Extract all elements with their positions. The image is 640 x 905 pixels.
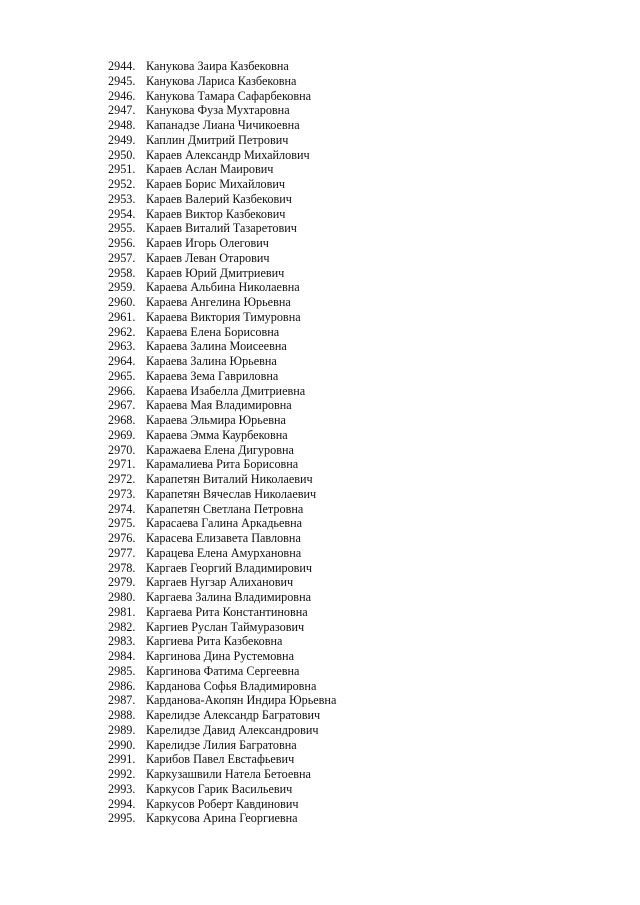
entry-name: Караева Эльмира Юрьевна: [146, 413, 286, 427]
entry-number: 2972.: [108, 472, 136, 486]
entry-name: Караев Игорь Олегович: [146, 236, 269, 250]
entry-number: 2987.: [108, 693, 136, 708]
list-item: [108, 236, 336, 251]
list-item: [108, 664, 336, 679]
entry-name: Канукова Тамара Сафарбековна: [146, 88, 312, 103]
entry-name: Карамалиева Рита Борисовна: [146, 457, 299, 472]
entry-number: 2948.: [108, 118, 136, 132]
entry-name: Караева Ангелина Юрьевна: [146, 295, 291, 309]
list-item: [108, 605, 336, 620]
entry-number: 2952.: [108, 177, 136, 191]
list-item: [108, 266, 336, 281]
entry-name: Каркусов Гарик Васильевич: [146, 781, 293, 796]
entry-number: 2989.: [108, 722, 136, 737]
entry-name: Карапетян Вячеслав Николаевич: [146, 486, 317, 501]
entry-name: Караев Леван Отарович: [146, 250, 270, 265]
entry-number: 2984.: [108, 649, 136, 663]
list-item: [108, 797, 336, 812]
list-item: [108, 561, 336, 576]
entry-number: 2956.: [108, 236, 136, 250]
entry-number: 2990.: [108, 737, 136, 752]
list-item: [108, 782, 336, 797]
list-item: [108, 546, 336, 561]
entry-number: 2976.: [108, 531, 136, 545]
entry-number: 2962.: [108, 324, 136, 339]
list-item: [108, 384, 336, 399]
entry-name: Карданова Софья Владимировна: [146, 678, 317, 693]
list-item: [108, 679, 336, 694]
list-item: [108, 649, 336, 664]
entry-number: 2946.: [108, 88, 136, 103]
entry-number: 2970.: [108, 442, 136, 457]
entry-name: Каргиев Руслан Таймуразович: [146, 619, 305, 634]
entry-name: Караева Залина Моисеевна: [146, 339, 287, 354]
entry-number: 2983.: [108, 634, 136, 649]
entry-number: 2949.: [108, 132, 136, 147]
list-item: [108, 472, 336, 487]
entry-name: Карибов Павел Евстафьевич: [146, 752, 295, 767]
entry-number: 2991.: [108, 752, 136, 767]
entry-name: Капанадзе Лиана Чичикоевна: [146, 118, 300, 132]
entry-name: Караева Мая Владимировна: [146, 398, 292, 413]
list-item: [108, 811, 336, 826]
entry-number: 2994.: [108, 796, 136, 811]
entry-number: 2975.: [108, 516, 136, 531]
entry-number: 2986.: [108, 678, 136, 693]
entry-number: 2968.: [108, 413, 136, 427]
list-item: [108, 590, 336, 605]
entry-number: 2992.: [108, 767, 136, 781]
list-item: [108, 516, 336, 531]
list-item: [108, 428, 336, 443]
list-item: [108, 738, 336, 753]
entry-number: 2985.: [108, 663, 136, 678]
list-item: [108, 413, 336, 428]
entry-name: Каргаев Георгий Владимирович: [146, 560, 313, 575]
entry-number: 2993.: [108, 781, 136, 796]
entry-number: 2978.: [108, 560, 136, 575]
list-item: [108, 708, 336, 723]
list-item: [108, 89, 336, 104]
entry-number: 2960.: [108, 295, 136, 309]
list-item: [108, 251, 336, 266]
entry-number: 2950.: [108, 147, 136, 162]
entry-name: Караев Валерий Казбекович: [146, 191, 292, 206]
entry-name: Карапетян Светлана Петровна: [146, 501, 304, 516]
entry-number: 2954.: [108, 206, 136, 221]
list-item: [108, 339, 336, 354]
entry-name: Караев Виталий Тазаретович: [146, 221, 297, 236]
entry-number: 2988.: [108, 708, 136, 722]
list-item: [108, 634, 336, 649]
entry-name: Карасева Елизавета Павловна: [146, 531, 301, 545]
entry-name: Караева Альбина Николаевна: [146, 280, 300, 295]
entry-name: Караев Аслан Маирович: [146, 162, 274, 177]
list-item: [108, 310, 336, 325]
list-item: [108, 59, 336, 74]
entry-name: Каргинова Фатима Сергеевна: [146, 663, 300, 678]
list-item: [108, 103, 336, 118]
entry-number: 2955.: [108, 221, 136, 236]
entry-name: Каргиева Рита Казбековна: [146, 634, 283, 649]
entry-number: 2947.: [108, 103, 136, 118]
list-item: [108, 192, 336, 207]
list-item: [108, 177, 336, 192]
entry-number: 2967.: [108, 398, 136, 413]
list-item: [108, 221, 336, 236]
entry-number: 2981.: [108, 604, 136, 619]
entry-name: Каркузашвили Натела Бетоевна: [146, 767, 311, 781]
entry-name: Карелидзе Александр Багратович: [146, 708, 321, 722]
entry-name: Каргаева Рита Константиновна: [146, 604, 308, 619]
list-item: [108, 398, 336, 413]
entry-number: 2965.: [108, 368, 136, 383]
entry-name: Каркусова Арина Георгиевна: [146, 811, 298, 826]
entry-name: Канукова Заира Казбековна: [146, 59, 289, 73]
list-item: [108, 487, 336, 502]
entry-number: 2977.: [108, 545, 136, 560]
list-item: [108, 767, 336, 782]
entry-number: 2982.: [108, 619, 136, 634]
entry-name: Караева Зема Гавриловна: [146, 368, 279, 383]
entry-name: Карасаева Галина Аркадьевна: [146, 516, 303, 531]
entry-number: 2961.: [108, 309, 136, 324]
entry-number: 2980.: [108, 590, 136, 604]
list-item: [108, 693, 336, 708]
list-item: [108, 369, 336, 384]
name-list: [108, 59, 336, 826]
entry-name: Караева Залина Юрьевна: [146, 354, 277, 368]
list-item: [108, 443, 336, 458]
entry-number: 2944.: [108, 59, 136, 73]
entry-name: Карданова-Акопян Индира Юрьевна: [146, 693, 337, 708]
entry-name: Караев Борис Михайлович: [146, 177, 286, 191]
entry-name: Каркусов Роберт Кавдинович: [146, 796, 299, 811]
entry-name: Караева Изабелла Дмитриевна: [146, 383, 306, 398]
entry-number: 2959.: [108, 280, 136, 295]
list-item: [108, 118, 336, 133]
entry-name: Караева Виктория Тимуровна: [146, 309, 301, 324]
list-item: [108, 723, 336, 738]
entry-name: Каргаев Нугзар Алиханович: [146, 575, 294, 590]
list-item: [108, 325, 336, 340]
list-item: [108, 457, 336, 472]
entry-name: Каргинова Дина Рустемовна: [146, 649, 294, 663]
list-item: [108, 295, 336, 310]
entry-name: Каргаева Залина Владимировна: [146, 590, 311, 604]
entry-number: 2974.: [108, 501, 136, 516]
entry-number: 2953.: [108, 191, 136, 206]
entry-number: 2958.: [108, 265, 136, 280]
entry-number: 2951.: [108, 162, 136, 177]
entry-name: Каплин Дмитрий Петрович: [146, 132, 289, 147]
list-item: [108, 531, 336, 546]
entry-name: Карапетян Виталий Николаевич: [146, 472, 313, 486]
entry-name: Караев Виктор Казбекович: [146, 206, 286, 221]
list-item: [108, 752, 336, 767]
entry-number: 2979.: [108, 575, 136, 590]
entry-number: 2995.: [108, 811, 136, 826]
entry-number: 2966.: [108, 383, 136, 398]
entry-name: Каражаева Елена Дигуровна: [146, 442, 294, 457]
entry-number: 2945.: [108, 73, 136, 88]
list-item: [108, 148, 336, 163]
list-item: [108, 74, 336, 89]
entry-name: Караева Эмма Каурбековна: [146, 427, 288, 442]
entry-name: Карелидзе Давид Александрович: [146, 722, 319, 737]
entry-name: Караев Юрий Дмитриевич: [146, 265, 285, 280]
list-item: [108, 354, 336, 369]
entry-number: 2957.: [108, 250, 136, 265]
entry-name: Карацева Елена Амурхановна: [146, 545, 302, 560]
list-item: [108, 575, 336, 590]
entry-name: Канукова Фуза Мухтаровна: [146, 103, 290, 118]
entry-number: 2964.: [108, 354, 136, 368]
entry-name: Канукова Лариса Казбековна: [146, 73, 297, 88]
list-item: [108, 280, 336, 295]
entry-name: Караева Елена Борисовна: [146, 324, 280, 339]
entry-number: 2963.: [108, 339, 136, 354]
entry-name: Караев Александр Михайлович: [146, 147, 310, 162]
entry-number: 2969.: [108, 427, 136, 442]
list-item: [108, 207, 336, 222]
entry-name: Карелидзе Лилия Багратовна: [146, 737, 297, 752]
list-item: [108, 620, 336, 635]
list-item: [108, 162, 336, 177]
entry-number: 2973.: [108, 486, 136, 501]
entry-number: 2971.: [108, 457, 136, 472]
list-item: [108, 133, 336, 148]
list-item: [108, 502, 336, 517]
